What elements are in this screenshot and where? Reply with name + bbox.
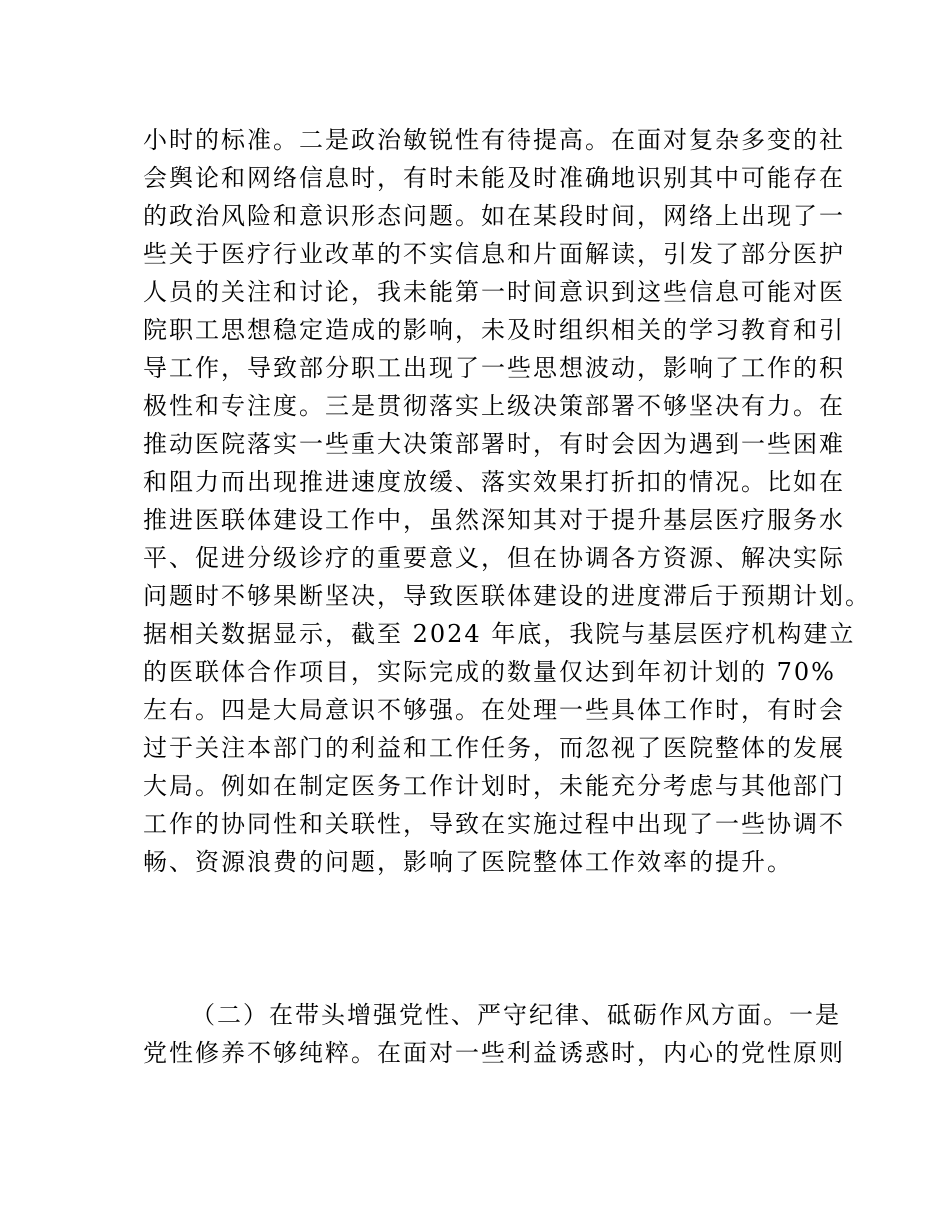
text-line: 些关于医疗行业改革的不实信息和片面解读，引发了部分医护 <box>143 240 845 268</box>
text-line: 党性修养不够纯粹。在面对一些利益诱惑时，内心的党性原则 <box>143 1039 845 1067</box>
text-line: 工作的协同性和关联性，导致在实施过程中出现了一些协调不 <box>143 810 845 838</box>
text-line: 平、促进分级诊疗的重要意义，但在协调各方资源、解决实际 <box>143 544 845 572</box>
text-line: 推动医院落实一些重大决策部署时，有时会因为遇到一些困难 <box>143 430 845 458</box>
text-line: 的政治风险和意识形态问题。如在某段时间，网络上出现了一 <box>143 202 845 230</box>
text-line: 小时的标准。二是政治敏锐性有待提高。在面对复杂多变的社 <box>143 126 845 154</box>
section-heading-line: （二）在带头增强党性、严守纪律、砥砺作风方面。一是 <box>191 1001 841 1029</box>
text-line: 和阻力而出现推进速度放缓、落实效果打折扣的情况。比如在 <box>143 468 845 496</box>
text-line: 问题时不够果断坚决，导致医联体建设的进度滞后于预期计划。 <box>143 582 871 610</box>
body-paragraph-1 <box>143 121 871 881</box>
text-line: 大局。例如在制定医务工作计划时，未能充分考虑与其他部门 <box>143 772 845 800</box>
text-line: 极性和专注度。三是贯彻落实上级决策部署不够坚决有力。在 <box>143 392 845 420</box>
text-line: 导工作，导致部分职工出现了一些思想波动，影响了工作的积 <box>143 354 845 382</box>
text-line: 人员的关注和讨论，我未能第一时间意识到这些信息可能对医 <box>143 278 845 306</box>
body-paragraph-2 <box>143 996 845 1072</box>
text-line: 畅、资源浪费的问题，影响了医院整体工作效率的提升。 <box>143 848 793 876</box>
text-line: 院职工思想稳定造成的影响，未及时组织相关的学习教育和引 <box>143 316 845 344</box>
text-line: 会舆论和网络信息时，有时未能及时准确地识别其中可能存在 <box>143 164 845 192</box>
text-line: 过于关注本部门的利益和工作任务，而忽视了医院整体的发展 <box>143 734 845 762</box>
text-line: 的医联体合作项目，实际完成的数量仅达到年初计划的 70% <box>143 658 836 686</box>
text-line: 推进医联体建设工作中，虽然深知其对于提升基层医疗服务水 <box>143 506 845 534</box>
text-line: 据相关数据显示，截至 2024 年底，我院与基层医疗机构建立 <box>143 620 856 648</box>
text-line: 左右。四是大局意识不够强。在处理一些具体工作时，有时会 <box>143 696 845 724</box>
